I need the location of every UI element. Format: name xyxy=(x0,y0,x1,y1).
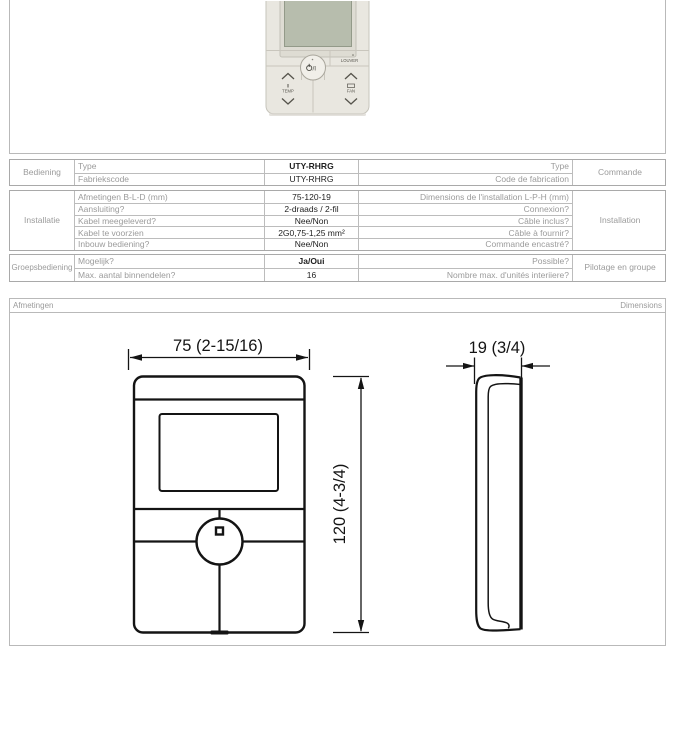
row-value: Nee/Non xyxy=(264,215,358,227)
group-label-nl: Installatie xyxy=(24,214,60,225)
row-value: Nee/Non xyxy=(264,238,358,250)
dimension-drawing xyxy=(10,313,665,645)
front-view-screen xyxy=(160,414,279,491)
row-label-nl: Aansluiting? xyxy=(74,203,264,215)
side-view-outline xyxy=(476,375,521,630)
row-label-nl: Kabel meegeleverd? xyxy=(74,215,264,227)
group-label-fr: Pilotage en groupe xyxy=(572,255,667,281)
dimensions-title-fr: Dimensions xyxy=(620,301,662,310)
arrow-left xyxy=(522,363,534,369)
front-height-label: 120 (4-3/4) xyxy=(331,463,349,545)
row-value: 2-draads / 2-fil xyxy=(264,203,358,215)
group-label-fr: Commande xyxy=(572,160,667,185)
arrow-right xyxy=(463,363,475,369)
row-label-fr: Nombre max. d'unités interiiere? xyxy=(358,268,572,281)
row-label-fr: Commande encastré? xyxy=(358,238,572,250)
louver-label: LOUVER xyxy=(340,58,359,63)
side-depth-label: 19 (3/4) xyxy=(468,339,526,357)
row-label-nl: Afmetingen B-L-D (mm) xyxy=(74,191,264,203)
fan-label: FAN xyxy=(346,88,356,94)
table-installatie xyxy=(9,190,666,251)
front-view-bottom-tab xyxy=(211,631,229,635)
group-label-fr: Installation xyxy=(572,191,667,250)
row-label-nl: Kabel te voorzien xyxy=(74,226,264,238)
remote-shadow xyxy=(269,113,366,116)
power-label: /I xyxy=(312,65,317,73)
row-label-nl: Fabriekscode xyxy=(74,173,264,186)
front-view-outline xyxy=(134,377,305,635)
product-photo-panel xyxy=(9,0,666,154)
side-depth-dimension xyxy=(446,358,550,385)
group-label-nl: Groepsbediening xyxy=(11,262,73,272)
dimensions-panel-header xyxy=(9,298,666,313)
row-label-fr: Câble à fournir? xyxy=(358,226,572,238)
group-label-nl: Bediening xyxy=(23,166,61,177)
row-label-fr: Code de fabrication xyxy=(358,173,572,186)
arrow-down xyxy=(358,620,364,632)
row-label-nl: Inbouw bediening? xyxy=(74,238,264,250)
row-label-fr: Câble inclus? xyxy=(358,215,572,227)
row-label-fr: Connexion? xyxy=(358,203,572,215)
row-label-fr: Possible? xyxy=(358,255,572,268)
row-value: Ja/Oui xyxy=(264,255,358,268)
row-value: 2G0,75-1,25 mm² xyxy=(264,226,358,238)
row-label-nl: Type xyxy=(74,160,264,173)
table-groepsbediening xyxy=(9,254,666,282)
power-led-dot xyxy=(312,59,314,61)
lcd-screen xyxy=(285,1,352,47)
arrow-up xyxy=(358,377,364,389)
row-value: 75-120-19 xyxy=(264,191,358,203)
row-label-fr: Dimensions de l'installation L-P-H (mm) xyxy=(358,191,572,203)
dimensions-panel-body xyxy=(9,312,666,646)
side-view-seam-line xyxy=(488,384,520,629)
table-bediening xyxy=(9,159,666,186)
temp-label: TEMP xyxy=(282,88,294,94)
front-width-label: 75 (2-15/16) xyxy=(173,337,263,355)
dimensions-title-nl: Afmetingen xyxy=(13,301,54,310)
row-value: UTY-RHRG xyxy=(264,160,358,173)
arrow-right xyxy=(296,354,308,360)
row-value: 16 xyxy=(264,268,358,281)
front-view-power-button xyxy=(197,519,243,565)
row-label-nl: Mogelijk? xyxy=(74,255,264,268)
power-button xyxy=(301,55,326,80)
row-label-nl: Max. aantal binnendelen? xyxy=(74,268,264,281)
louver-icon: » xyxy=(351,52,355,58)
arrow-left xyxy=(130,354,142,360)
row-value: UTY-RHRG xyxy=(264,173,358,186)
remote-controller-photo xyxy=(259,1,379,126)
row-label-fr: Type xyxy=(358,160,572,173)
